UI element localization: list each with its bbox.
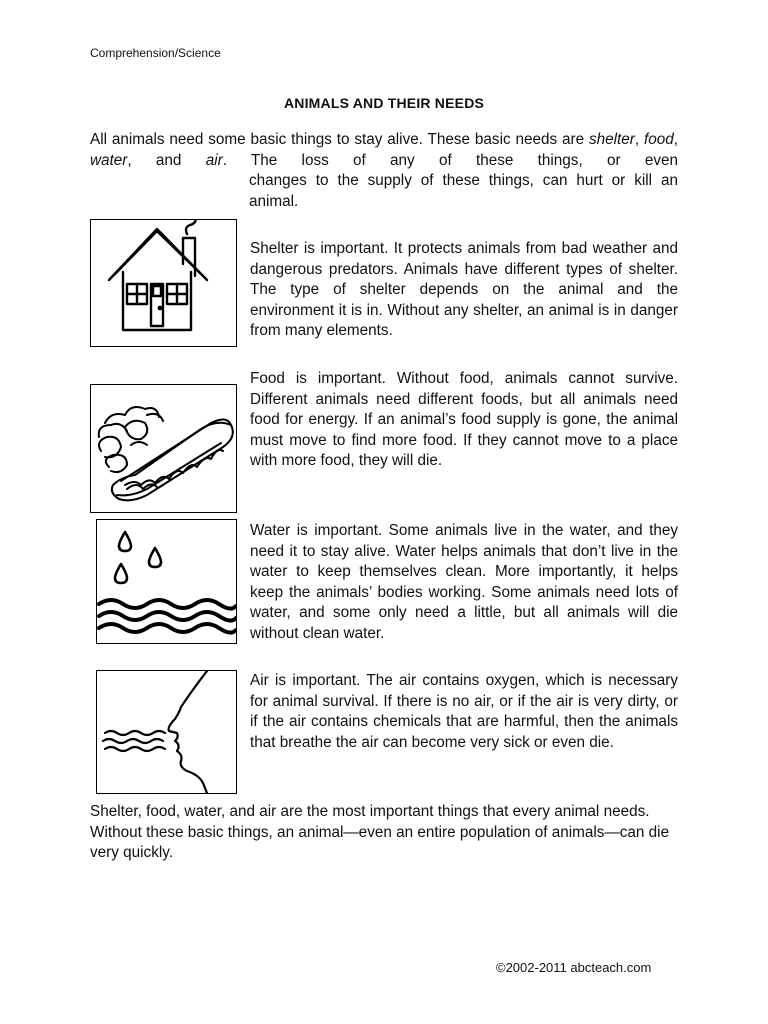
air-paragraph: Air is important. The air contains oxygen, which is necessary for animal survival. If there is no air, or if the air is very dirty, or if the air contains chemicals that are harmful, then the animals that breathe the air can become very sick or even die.: [250, 672, 678, 751]
intro-separator: ,: [634, 131, 644, 148]
copyright-footer: ©2002-2011 abcteach.com: [496, 960, 652, 975]
intro-text: . The loss of any of these things, or even: [222, 151, 678, 169]
intro-text: All animals need some basic things to stay alive. These basic needs are: [90, 131, 585, 148]
intro-separator: ,: [673, 131, 679, 148]
intro-paragraph-line2: changes to the supply of these things, can hurt or kill an animal.: [249, 172, 678, 210]
page-title: ANIMALS AND THEIR NEEDS: [283, 95, 485, 111]
intro-paragraph-line1: [90, 130, 678, 171]
closing-paragraph: Shelter, food, water, and air are the most important things that every animal needs. Without these basic things, an animal—even an entire population of animals—can die very quickly.: [90, 803, 670, 862]
intro-term-water: water: [90, 151, 128, 169]
water-paragraph: Water is important. Some animals live in the water, and they need it to stay alive. Water helps animals that don’t live in the water to keep themselves clean. More importantly, it helps keep the animals’ bodies working. Some animals need lots of water, and some only need a little, but all animals will die without clean water.: [250, 522, 678, 642]
intro-term-air: air: [205, 151, 223, 169]
intro-separator: , and: [127, 151, 206, 169]
hot-dog-and-chips-icon: [90, 384, 237, 513]
header-label: Comprehension/Science: [90, 46, 221, 60]
water-drops-and-waves-icon: [96, 519, 237, 644]
intro-term-food: food: [644, 131, 674, 148]
food-paragraph: Food is important. Without food, animals cannot survive. Different animals need different foods, but all animals need food for energy. If an animal’s food supply is gone, the animal must move to find more food. If they cannot move to a place with more food, they will die.: [250, 370, 678, 470]
face-breathing-air-icon: [96, 670, 237, 794]
house-icon: [90, 219, 237, 347]
intro-term-shelter: shelter: [588, 131, 635, 148]
shelter-paragraph: Shelter is important. It protects animals from bad weather and dangerous predators. Animals have different types of shelter. The type of shelter depends on the animal and the environment it is in. Without any shelter, an animal is in danger from many elements.: [250, 240, 678, 340]
